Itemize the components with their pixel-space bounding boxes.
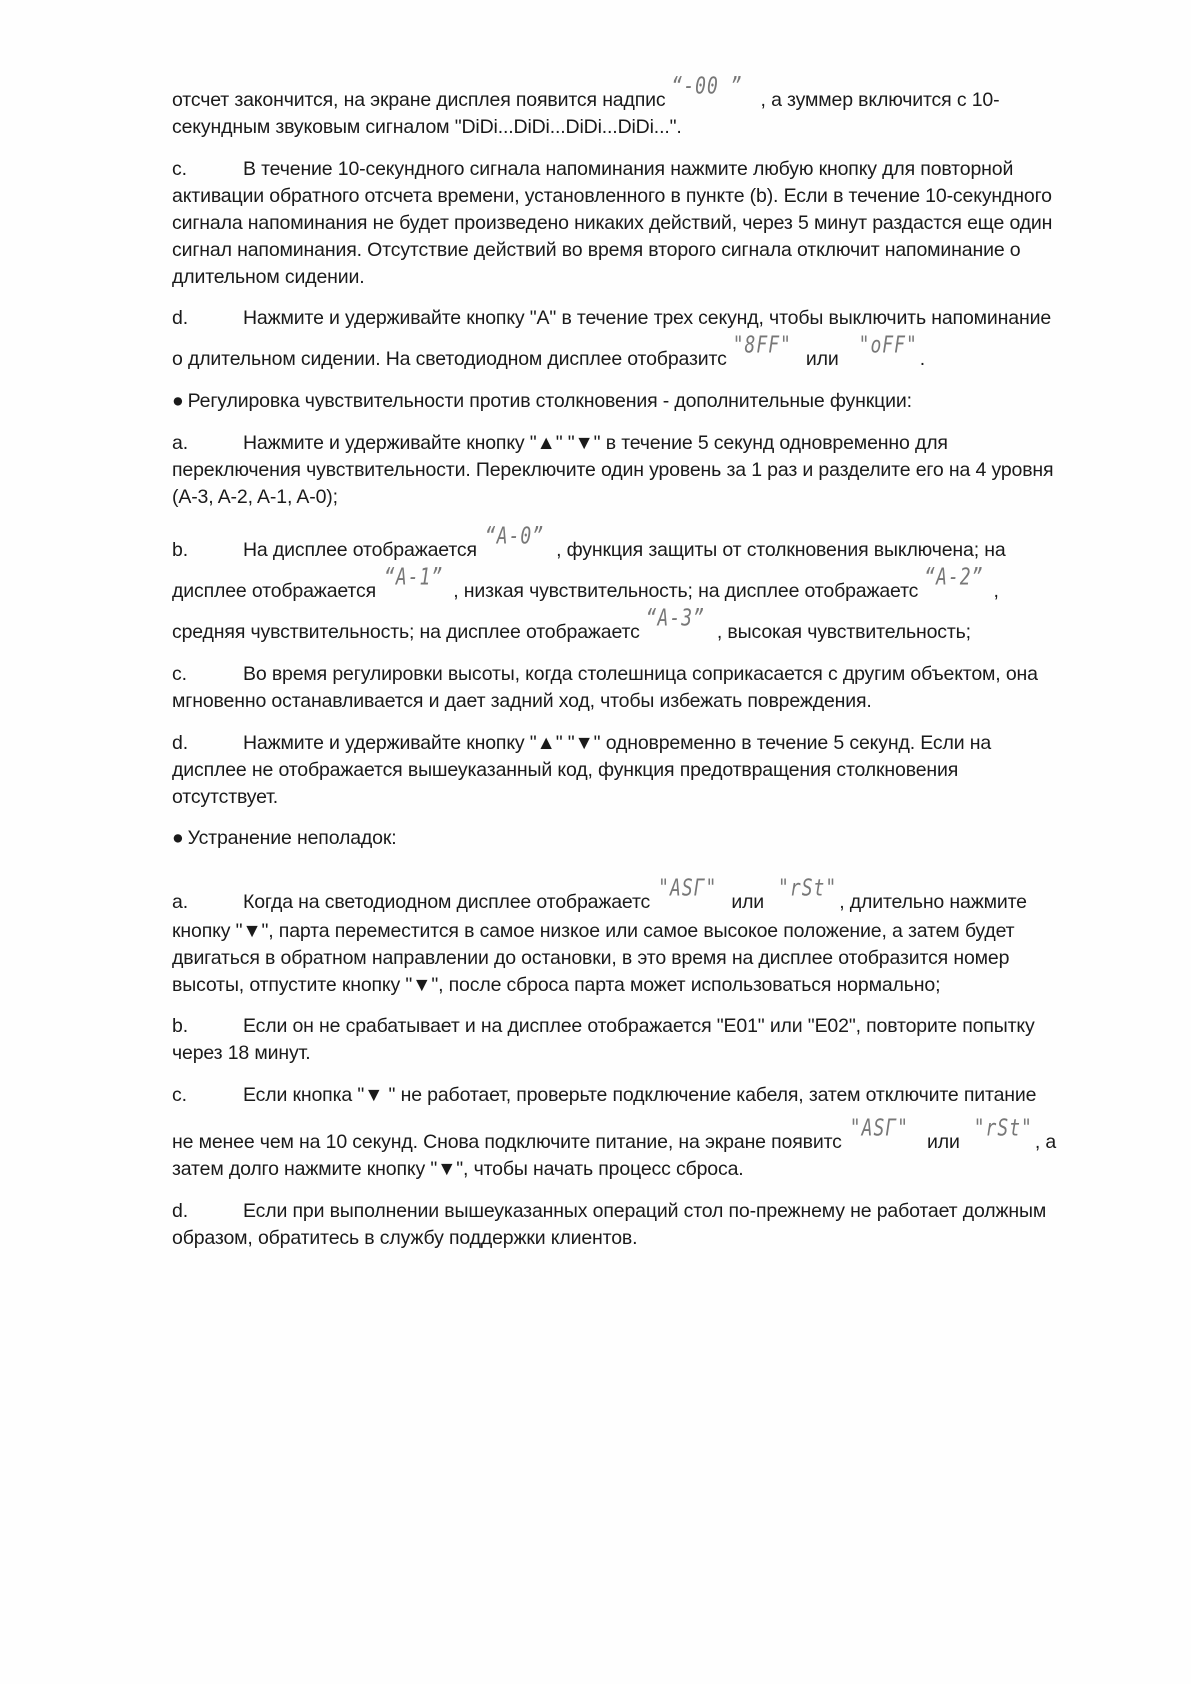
text: Нажмите и удерживайте кнопку "▲" "▼" одновременно в течение 5 секунд. Если на: [243, 732, 992, 754]
paragraph-line: двигаться в обратном направлении до остановки, в это время на дисплее отобразится номер: [172, 947, 1010, 969]
list-item-b: [172, 522, 1006, 563]
lcd-display-icon: "oFF": [858, 331, 918, 359]
text: не менее чем на 10 секунд. Снова подключите питание, на экране появитс: [172, 1131, 842, 1153]
text: Нажмите и удерживайте кнопку "A" в течение трех секунд, чтобы выключить напоминание: [243, 307, 1052, 329]
list-item-d: [172, 731, 991, 755]
paragraph-line: длительном сидении.: [172, 266, 365, 288]
text: Нажмите и удерживайте кнопку "▲" "▼" в течение 5 секунд одновременно для: [243, 432, 948, 454]
list-item-c: [172, 157, 1013, 181]
lcd-display-icon: “A-0”: [484, 522, 545, 550]
lcd-display-icon: “-00 ”: [671, 72, 743, 100]
paragraph-line: переключения чувствительности. Переключите один уровень за 1 раз и разделите его на 4 уровня: [172, 459, 1054, 481]
list-marker: a.: [172, 891, 188, 913]
text: , высокая чувствительность;: [716, 621, 971, 643]
list-item-d: [172, 306, 1051, 330]
section-title: Регулировка чувствительности против столкновения - дополнительные функции:: [187, 390, 912, 412]
list-item-a: [172, 431, 948, 455]
text: средняя чувствительность; на дисплее отображаетс: [172, 621, 640, 643]
list-marker: b.: [172, 1015, 188, 1037]
section-heading: [172, 389, 912, 413]
text: Когда на светодиодном дисплее отображаетс: [243, 891, 651, 913]
list-item-a: [172, 874, 1027, 915]
list-item-d: [172, 1199, 1046, 1223]
list-marker: a.: [172, 432, 188, 454]
lcd-display-icon: "8FF": [732, 331, 792, 359]
bullet-icon: ●: [172, 827, 184, 849]
paragraph-line: мгновенно останавливается и дает задний ход, чтобы избежать повреждения.: [172, 690, 872, 712]
paragraph-line: секундным звуковым сигналом "DiDi...DiDi...DiDi...DiDi...".: [172, 116, 682, 138]
paragraph-line: сигнала напоминания не будет произведено никаких действий, через 5 минут раздастся еще один: [172, 212, 1053, 234]
list-marker: c.: [172, 663, 187, 685]
list-item-c: [172, 1083, 1036, 1107]
paragraph-line: отсутствует.: [172, 786, 279, 808]
lcd-display-icon: “A-2”: [924, 563, 984, 591]
paragraph-line: [172, 1114, 1057, 1155]
text: Во время регулировки высоты, когда столешница соприкасается с другим объектом, она: [243, 663, 1038, 685]
lcd-display-icon: "rSt": [973, 1114, 1033, 1142]
text: В течение 10-секундного сигнала напоминания нажмите любую кнопку для повторной: [243, 158, 1014, 180]
list-marker: d.: [172, 307, 188, 329]
paragraph-line: [172, 604, 971, 645]
lcd-display-icon: "ASГ": [849, 1114, 909, 1142]
paragraph-line: активации обратного отсчета времени, установленного в пункте (b). Если в течение 10-секундного: [172, 185, 1052, 207]
paragraph-line: дисплее не отображается вышеуказанный код, функция предотвращения столкновения: [172, 759, 959, 781]
list-item-c: [172, 662, 1038, 686]
list-marker: b.: [172, 539, 188, 561]
text: или: [805, 348, 839, 370]
text: ,: [993, 580, 999, 602]
paragraph-line: [172, 72, 1000, 113]
text: , низкая чувствительность; на дисплее отображаетс: [453, 580, 919, 602]
text: Если при выполнении вышеуказанных операций стол по-прежнему не работает должным: [243, 1200, 1047, 1222]
text: Если он не срабатывает и на дисплее отображается "E01" или "E02", повторите попытку: [243, 1015, 1035, 1037]
bullet-icon: ●: [172, 390, 184, 412]
paragraph-line: затем долго нажмите кнопку "▼", чтобы начать процесс сброса.: [172, 1158, 744, 1180]
paragraph-line: [172, 563, 999, 604]
text: отсчет закончится, на экране дисплея появится надпис: [172, 89, 666, 111]
text: , длительно нажмите: [839, 891, 1027, 913]
paragraph-line: через 18 минут.: [172, 1042, 311, 1064]
lcd-display-icon: “A-3”: [645, 604, 705, 632]
list-marker: d.: [172, 732, 188, 754]
section-heading: [172, 826, 396, 850]
paragraph-line: сигнал напоминания. Отсутствие действий во время второго сигнала отключит напоминание о: [172, 239, 1021, 261]
text: или: [731, 891, 765, 913]
list-item-b: [172, 1014, 1035, 1038]
text: .: [919, 348, 926, 370]
lcd-display-icon: “A-1”: [384, 563, 444, 591]
list-marker: d.: [172, 1200, 188, 1222]
lcd-display-icon: "ASГ": [658, 874, 718, 902]
text: дисплее отображается: [172, 580, 377, 602]
text: Если кнопка "▼ " не работает, проверьте подключение кабеля, затем отключите питание: [243, 1084, 1037, 1106]
text: о длительном сидении. На светодиодном дисплее отобразитс: [172, 348, 727, 370]
paragraph-line: образом, обратитесь в службу поддержки клиентов.: [172, 1227, 638, 1249]
paragraph-line: кнопку "▼", парта переместится в самое низкое или самое высокое положение, а затем будет: [172, 920, 1015, 942]
paragraph-line: (A-3, A-2, A-1, A-0);: [172, 486, 338, 508]
section-title: Устранение неполадок:: [187, 827, 397, 849]
paragraph-line: [172, 331, 926, 372]
text: На дисплее отображается: [243, 539, 477, 561]
list-marker: c.: [172, 158, 187, 180]
text: или: [926, 1131, 960, 1153]
text: , функция защиты от столкновения выключена; на: [556, 539, 1006, 561]
text: , а зуммер включится с 10-: [760, 89, 1000, 111]
list-marker: c.: [172, 1084, 187, 1106]
text: , а: [1034, 1131, 1057, 1153]
lcd-display-icon: "rSt": [778, 874, 838, 902]
paragraph-line: высоты, отпустите кнопку "▼", после сброса парта может использоваться нормально;: [172, 974, 941, 996]
